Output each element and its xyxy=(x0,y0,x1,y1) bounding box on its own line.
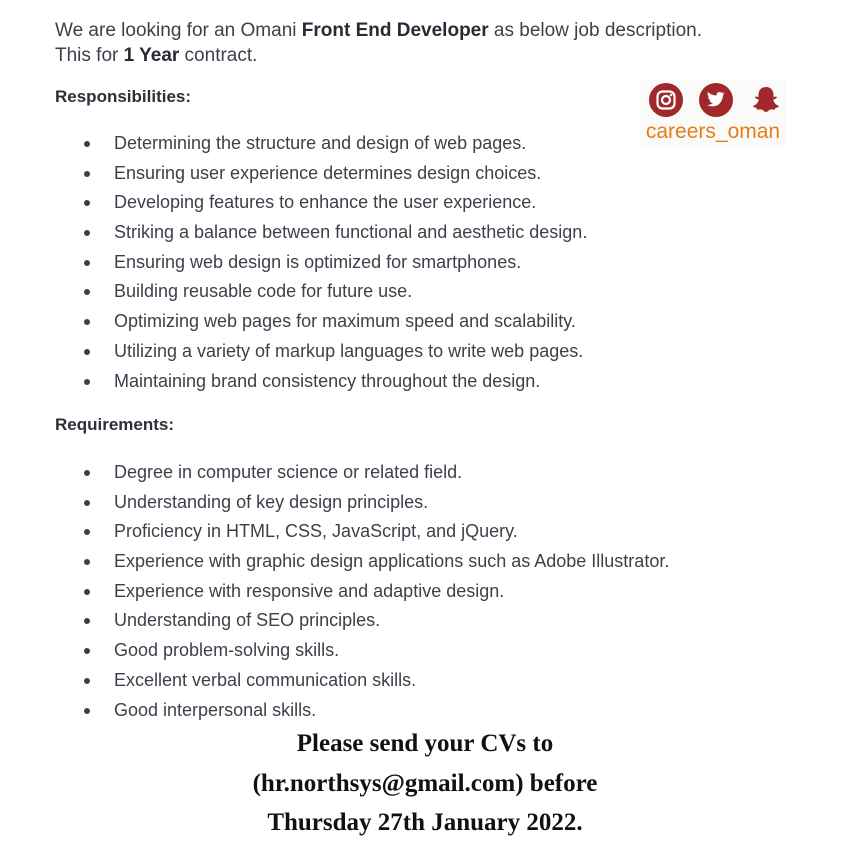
intro-text xyxy=(55,18,702,68)
responsibility-item-text: Determining the structure and design of web pages. xyxy=(114,133,527,153)
intro-text-span: as below job description. xyxy=(488,20,702,41)
bullet-dot xyxy=(84,349,90,355)
bullet-dot xyxy=(84,289,90,295)
instagram-icon[interactable] xyxy=(648,82,684,118)
bullet-dot xyxy=(84,260,90,266)
bullet-dot xyxy=(84,230,90,236)
bullet-dot xyxy=(84,618,90,624)
requirement-item-text: Experience with graphic design applications such as Adobe Illustrator. xyxy=(114,551,670,572)
twitter-icon[interactable] xyxy=(698,82,734,118)
bullet-dot xyxy=(84,171,90,177)
responsibility-item-text: Optimizing web pages for maximum speed and scalability. xyxy=(114,311,576,332)
snapchat-icon[interactable] xyxy=(748,82,784,118)
bullet-dot xyxy=(84,648,90,654)
bullet-dot xyxy=(84,559,90,565)
footer-line-1: Please send your CVs to xyxy=(296,730,554,757)
social-icons xyxy=(648,82,788,118)
intro-line-2 xyxy=(55,43,702,68)
requirement-item-text: Understanding of SEO principles. xyxy=(114,610,381,631)
bullet-dot xyxy=(84,708,90,714)
bullet-dot xyxy=(84,500,90,506)
intro-text-span: contract. xyxy=(179,45,258,66)
footer-deadline: Thursday 27th January 2022. xyxy=(267,809,583,836)
social-handle: careers_oman xyxy=(645,120,781,143)
responsibility-item-text: Maintaining brand consistency throughout the design. xyxy=(114,370,541,391)
footer-email: (hr.northsys@gmail.com) before xyxy=(252,770,598,797)
intro-line-1 xyxy=(55,18,702,43)
intro-text-span: This for xyxy=(55,45,124,66)
bullet-dot xyxy=(84,678,90,684)
bullet-dot xyxy=(84,319,90,325)
responsibility-item-text: Developing features to enhance the user experience. xyxy=(114,192,537,213)
bullet-dot xyxy=(84,470,90,476)
requirement-item-text: Good interpersonal skills. xyxy=(114,699,317,720)
responsibility-item-text: Ensuring user experience determines design choices. xyxy=(114,162,542,183)
responsibility-item-text: Striking a balance between functional and aesthetic design. xyxy=(114,222,588,243)
requirement-item-text: Proficiency in HTML, CSS, JavaScript, and jQuery. xyxy=(114,521,518,542)
requirement-item-text: Experience with responsive and adaptive design. xyxy=(114,580,505,601)
responsibility-item-text: Ensuring web design is optimized for smartphones. xyxy=(114,251,522,272)
responsibility-item-text: Utilizing a variety of markup languages to write web pages. xyxy=(114,340,584,361)
bullet-dot xyxy=(84,379,90,385)
bullet-dot xyxy=(84,529,90,535)
bullet-dot xyxy=(84,589,90,595)
requirements-heading: Requirements: xyxy=(55,415,175,434)
bullet-dot xyxy=(84,200,90,206)
job-title: Front End Developer xyxy=(301,20,489,41)
requirement-item-text: Good problem-solving skills. xyxy=(114,640,340,661)
requirement-item-text: Understanding of key design principles. xyxy=(114,491,429,512)
contract-duration: 1 Year xyxy=(123,45,180,66)
responsibility-item-text: Building reusable code for future use. xyxy=(114,281,413,302)
responsibilities-heading: Responsibilities: xyxy=(55,87,192,106)
intro-text-span: We are looking for an Omani xyxy=(55,20,302,41)
requirement-item-text: Excellent verbal communication skills. xyxy=(114,669,417,690)
social-badge xyxy=(640,80,786,148)
bullet-dot xyxy=(84,141,90,147)
requirement-item-text: Degree in computer science or related field. xyxy=(114,462,463,482)
